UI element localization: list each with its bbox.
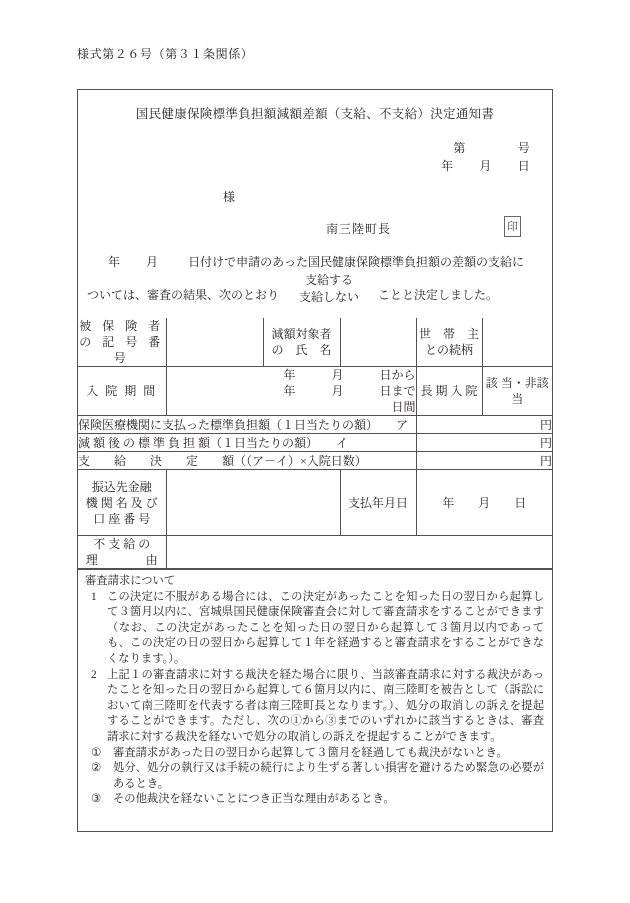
value-long-term-hospitalization[interactable]: 該 当・非該当: [482, 367, 552, 416]
label-long-term-hospitalization: [416, 367, 482, 416]
label-bank-line3: 口 座 番 号: [93, 511, 151, 526]
appeal-item-text: 上記１の審査請求に対する裁決を経た場合に限り、当該審査請求に対する裁決があったことを知った日の翌日から起算して６箇月以内に、南三陸町を被告として（訴訟において南三陸町を代表する者は南三陸町長となります。）、処分の取消しの訴えを提起することができます。ただし、次の①から③までのいずれかに該当するときは、審査請求に対する裁決を経ないで処分の取消しの訴えを提起することができます。: [107, 668, 544, 743]
label-insured-line2: の 記 号 番 号: [79, 335, 165, 365]
appeal-notice-item: [85, 668, 544, 746]
value-decided-payment-amount[interactable]: [416, 452, 552, 470]
value-standard-burden-paid[interactable]: [416, 416, 552, 434]
notification-form-frame: [77, 89, 553, 832]
label-denial-reason-line1: 不 支 給 の: [93, 537, 151, 551]
label-target-person-name: [263, 318, 340, 367]
serial-prefix: 第: [453, 141, 466, 155]
appeal-item-number: 1: [91, 590, 97, 603]
issue-date-month: 月: [479, 159, 492, 173]
table-row-hospitalization: [78, 367, 552, 416]
issue-date-year: 年: [441, 159, 454, 173]
appeal-notice-sub-item: [85, 746, 544, 762]
appeal-item-number: 2: [91, 668, 97, 681]
appeal-item-text: この決定に不服がある場合には、この決定があったことを知った日の翌日から起算して３箇月以内に、宮城県国民健康保険審査会に対して審査請求をすることができます（なお、この決定があったことを知った日の翌日から起算して３箇月以内であっても、この決定の日の翌日から起算して１年を経過すると審査請求をすることができなくなります。）。: [107, 590, 544, 665]
appeal-notice-heading: 審査請求について: [85, 575, 176, 587]
addressee-honorific: 様: [223, 190, 236, 204]
issue-date-line: [441, 157, 530, 174]
label-bank-account: [78, 470, 166, 536]
amount-a-unit: 円: [539, 418, 552, 432]
label-household-relation-line1: 世 帯 主: [418, 327, 479, 341]
value-payment-date[interactable]: [416, 470, 552, 536]
label-standard-burden-reduced: 減 額 後 の 標 準 負 担 額（１日当たりの額） イ: [78, 434, 416, 452]
payment-date-year: 年: [442, 496, 455, 510]
appeal-notice-sub-item: [85, 792, 544, 808]
value-target-person-name[interactable]: [340, 318, 416, 367]
hospitalization-days[interactable]: 日間: [391, 400, 416, 414]
appeal-notice-section: [78, 569, 552, 831]
serial-number-line: [453, 139, 530, 156]
label-long-term-text: 長 期 入 院: [420, 384, 478, 398]
label-denial-reason: [78, 536, 166, 569]
form-header-region: [78, 90, 552, 318]
appeal-sub-item-number: ③: [91, 793, 102, 806]
decision-choice-group: [286, 272, 372, 306]
table-row-amount-reduced: [78, 434, 552, 452]
label-insured-symbol-number: [78, 318, 166, 367]
appeal-sub-item-text: 審査請求があった日の翌日から起算して３箇月を経過しても裁決がないとき。: [113, 746, 508, 759]
label-standard-burden-paid: 保険医療機関に支払った標準負担額（１日当たりの額） ア: [78, 416, 416, 434]
application-date-sentence: [78, 253, 554, 270]
decision-sentence-suffix: ことと決定しました。: [378, 288, 499, 302]
payment-date-day: 日: [514, 496, 527, 510]
table-row-denial-reason: [78, 536, 552, 569]
table-row-amount-decided: [78, 452, 552, 470]
value-hospitalization-period: [166, 367, 416, 416]
label-hospitalization-period-text: 入 院 期 間: [86, 384, 158, 398]
value-bank-account[interactable]: [166, 470, 340, 536]
value-insured-symbol-number[interactable]: [166, 318, 263, 367]
table-row-bank-account: [78, 470, 552, 536]
serial-suffix: 号: [517, 141, 530, 155]
hospitalization-date-to[interactable]: 年 月 日まで: [283, 384, 416, 398]
appeal-sub-item-number: ②: [91, 762, 102, 775]
choice-deny[interactable]: 支給しない: [298, 290, 359, 304]
label-hospitalization-period: [78, 367, 166, 416]
appeal-sub-item-text: その他裁決を経ないことにつき正当な理由があるとき。: [113, 793, 395, 806]
hospitalization-date-from[interactable]: 年 月 日から: [283, 368, 416, 382]
amount-total-unit: 円: [539, 454, 552, 468]
issuer-name: 南三陸町長: [326, 222, 392, 236]
issue-date-day: 日: [517, 159, 530, 173]
appeal-sub-item-text: 処分、処分の執行又は手続の続行により生ずる著しい損害を避けるため緊急の必要があるとき。: [113, 762, 544, 790]
label-household-relation-line2: との続柄: [424, 343, 473, 357]
appeal-notice-item: [85, 590, 544, 668]
table-row-insured: [78, 318, 552, 367]
form-number: 様式第２６号（第３１条関係）: [77, 47, 254, 61]
label-payment-date: 支払年月日: [340, 470, 416, 536]
amount-b-unit: 円: [539, 436, 552, 450]
payment-date-month: 月: [478, 496, 491, 510]
document-title: 国民健康保険標準負担額減額差額（支給、不支給）決定通知書: [135, 107, 495, 121]
seal-stamp-box: 印: [504, 216, 521, 237]
application-year: 年: [108, 255, 121, 269]
label-household-relation: [416, 318, 482, 367]
appeal-sub-item-number: ①: [91, 746, 102, 759]
label-bank-line1: 振込先金融: [91, 479, 152, 494]
label-target-name-line2: の 氏 名: [271, 343, 332, 357]
choice-grant[interactable]: 支給する: [304, 273, 353, 287]
application-day-text: 日付けで申請のあった国民健康保険標準負担額の差額の支給に: [188, 255, 524, 269]
label-target-name-line1: 減額対象者: [271, 327, 332, 341]
appeal-notice-sub-item: [85, 761, 544, 792]
label-denial-reason-line2: 理 由: [85, 553, 158, 567]
value-household-relation[interactable]: [482, 318, 552, 367]
table-row-amount-paid: [78, 416, 552, 434]
decision-sentence-prefix: ついては、審査の結果、次のとおり: [87, 288, 280, 302]
label-bank-line2: 機 関 名 及 び: [85, 495, 158, 510]
value-standard-burden-reduced[interactable]: [416, 434, 552, 452]
decision-details-table: [78, 318, 552, 569]
value-denial-reason[interactable]: [166, 536, 552, 569]
label-insured-line1: 被 保 険 者: [79, 319, 165, 333]
application-month: 月: [146, 255, 159, 269]
label-decided-payment-amount: 支 給 決 定 額（（ア－イ）×入院日数）: [78, 452, 416, 470]
